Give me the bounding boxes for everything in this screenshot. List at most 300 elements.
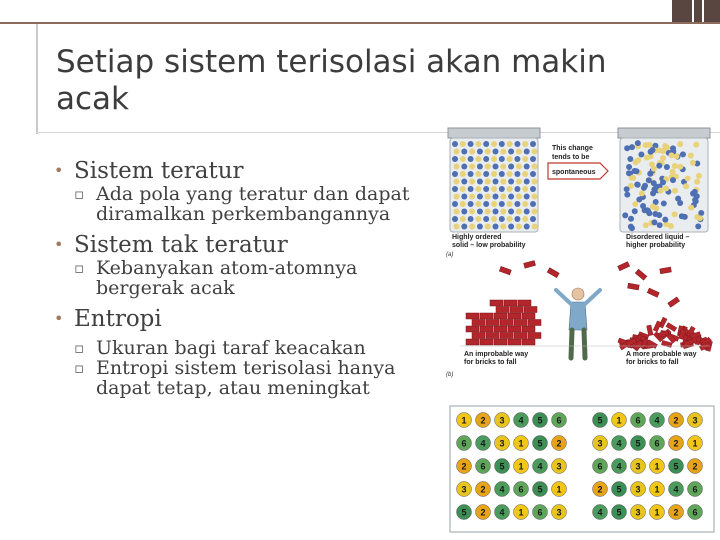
die-number: 2	[673, 438, 679, 449]
particle	[485, 224, 491, 230]
particle	[696, 173, 702, 179]
particle	[493, 179, 499, 185]
particle	[532, 224, 538, 230]
particle	[626, 164, 632, 170]
particle	[695, 223, 701, 229]
die-number: 3	[499, 415, 505, 426]
die-number: 1	[518, 461, 524, 472]
particle	[493, 149, 499, 155]
particle	[530, 186, 536, 192]
particle	[493, 224, 499, 230]
particle	[460, 141, 466, 147]
particle	[656, 163, 662, 169]
die-number: 3	[461, 484, 467, 495]
particle	[500, 194, 506, 200]
brick	[500, 320, 513, 326]
brick	[528, 320, 541, 326]
particle	[460, 216, 466, 222]
particle	[461, 149, 467, 155]
particle	[507, 141, 513, 147]
die-number: 3	[692, 415, 698, 426]
particle	[491, 201, 497, 207]
particle	[491, 216, 497, 222]
particle	[672, 188, 678, 194]
die-number: 2	[692, 461, 698, 472]
bullet-item	[52, 232, 432, 258]
particle	[491, 141, 497, 147]
falling-brick	[618, 262, 630, 271]
particle	[642, 207, 648, 213]
die-number: 6	[556, 415, 562, 426]
particle	[483, 201, 489, 207]
particle	[670, 145, 676, 151]
brick	[466, 313, 479, 319]
particle	[514, 156, 520, 162]
brick	[494, 326, 507, 332]
pile-brick	[647, 325, 653, 336]
particle	[500, 149, 506, 155]
brick	[490, 300, 503, 306]
particle	[683, 183, 689, 189]
bullet-list	[52, 158, 432, 398]
particle	[658, 188, 664, 194]
brick	[472, 333, 485, 339]
top-bar	[0, 0, 720, 24]
entropy-illustration	[440, 122, 716, 536]
die-number: 1	[461, 415, 467, 426]
particle	[657, 222, 663, 228]
die-number: 3	[499, 438, 505, 449]
particle	[516, 164, 522, 170]
particle	[530, 216, 536, 222]
particle	[454, 149, 460, 155]
particle	[679, 213, 685, 219]
particle	[507, 171, 513, 177]
die-number: 5	[635, 438, 641, 449]
particle	[632, 201, 638, 207]
particle	[499, 186, 505, 192]
particle	[508, 209, 514, 215]
particle	[639, 190, 645, 196]
disordered-jar	[618, 128, 710, 232]
ordered-caption-1: Highly ordered	[452, 234, 502, 241]
particle	[624, 145, 630, 151]
particle	[452, 186, 458, 192]
pile-brick	[661, 340, 672, 347]
particle	[698, 210, 704, 216]
particle	[469, 149, 475, 155]
falling-brick	[628, 283, 640, 290]
die-number: 4	[537, 461, 543, 472]
particle	[643, 222, 649, 228]
particle	[469, 179, 475, 185]
particle	[524, 209, 530, 215]
title-left-rule	[36, 24, 38, 134]
particle	[475, 156, 481, 162]
particle	[500, 209, 506, 215]
particle	[624, 192, 630, 198]
particle	[469, 224, 475, 230]
particle	[670, 177, 676, 183]
particle	[514, 201, 520, 207]
falling-brick	[660, 267, 672, 274]
bricks-panel	[446, 261, 713, 378]
brick	[514, 333, 527, 339]
die-number: 1	[556, 484, 562, 495]
particle	[491, 171, 497, 177]
particle	[516, 149, 522, 155]
particle	[485, 179, 491, 185]
sub-bullet-item	[52, 184, 432, 224]
particle	[694, 193, 700, 199]
particle	[468, 171, 474, 177]
particle	[477, 164, 483, 170]
brick	[500, 333, 513, 339]
particle	[483, 171, 489, 177]
brick	[522, 339, 535, 345]
particle	[461, 164, 467, 170]
particle	[514, 171, 520, 177]
particle	[633, 168, 639, 174]
particle	[477, 179, 483, 185]
particle	[693, 142, 699, 148]
bullet-dot: •	[54, 235, 64, 254]
die-number: 5	[537, 484, 543, 495]
particle	[514, 186, 520, 192]
particle	[454, 179, 460, 185]
particle	[483, 216, 489, 222]
die-number: 6	[692, 507, 698, 518]
brick	[486, 320, 499, 326]
particle	[485, 209, 491, 215]
particle	[522, 201, 528, 207]
particle	[477, 194, 483, 200]
die-number: 3	[556, 461, 562, 472]
particle	[638, 152, 644, 158]
die-number: 3	[635, 484, 641, 495]
brick	[486, 333, 499, 339]
particle	[468, 156, 474, 162]
particle	[524, 149, 530, 155]
particle	[500, 179, 506, 185]
particle	[483, 186, 489, 192]
particle	[635, 140, 641, 146]
die-number: 2	[556, 438, 562, 449]
particle	[651, 166, 657, 172]
particle	[690, 160, 696, 166]
particle	[532, 164, 538, 170]
particle	[522, 216, 528, 222]
particle	[694, 179, 700, 185]
particle	[477, 224, 483, 230]
particle	[677, 164, 683, 170]
die-number: 1	[654, 461, 660, 472]
particle	[524, 194, 530, 200]
die-number: 6	[654, 438, 660, 449]
sub-bullet-square: ▫	[74, 359, 85, 377]
particle	[628, 224, 634, 230]
panel-b-label: (b)	[446, 372, 454, 378]
particle	[530, 201, 536, 207]
particle	[672, 163, 678, 169]
particle	[508, 164, 514, 170]
falling-brick	[499, 266, 511, 274]
falling-brick	[547, 268, 559, 278]
brick	[504, 300, 517, 306]
particle	[508, 194, 514, 200]
particle	[532, 149, 538, 155]
particle	[524, 224, 530, 230]
particle	[514, 141, 520, 147]
particle	[532, 179, 538, 185]
die-number: 3	[635, 461, 641, 472]
brick	[510, 307, 523, 313]
particle	[454, 224, 460, 230]
sub-bullet-item	[52, 338, 432, 358]
sub-bullet-text: Ukuran bagi taraf keacakan	[96, 337, 366, 359]
particle	[468, 201, 474, 207]
top-bar-rule	[0, 22, 720, 24]
die-number: 2	[480, 507, 486, 518]
particle	[475, 216, 481, 222]
die-number: 5	[537, 415, 543, 426]
die-number: 5	[673, 461, 679, 472]
particle	[688, 153, 694, 159]
particle	[624, 186, 630, 192]
particle	[664, 164, 670, 170]
particle	[672, 211, 678, 217]
particle	[460, 201, 466, 207]
sub-bullet-text: Ada pola yang teratur dan dapat diramalkan perkembangannya	[96, 183, 410, 225]
particle	[635, 157, 641, 163]
particle	[460, 156, 466, 162]
particle	[507, 156, 513, 162]
particle	[499, 141, 505, 147]
particle	[660, 148, 666, 154]
die-number: 6	[635, 415, 641, 426]
particle	[454, 209, 460, 215]
die-number: 2	[673, 507, 679, 518]
particle	[485, 164, 491, 170]
particle	[522, 171, 528, 177]
particle	[668, 152, 674, 158]
particle	[651, 219, 657, 225]
falling-brick	[635, 269, 647, 280]
particle	[454, 164, 460, 170]
die-number: 5	[616, 507, 622, 518]
disordered-caption-2: higher probability	[626, 242, 686, 249]
particle	[532, 209, 538, 215]
particle	[514, 216, 520, 222]
particle	[461, 194, 467, 200]
particle	[500, 224, 506, 230]
change-text-1: This change	[552, 145, 593, 152]
particle	[642, 183, 648, 189]
die-number: 1	[654, 507, 660, 518]
particle	[622, 212, 628, 218]
particle	[475, 171, 481, 177]
brick	[480, 339, 493, 345]
slide-title: Setiap sistem terisolasi akan makin acak	[56, 44, 607, 117]
particle	[647, 142, 653, 148]
die-number: 6	[480, 461, 486, 472]
bricks-right-caption-2: for bricks to fall	[626, 359, 679, 366]
particle	[460, 186, 466, 192]
particle	[516, 179, 522, 185]
brick	[496, 307, 509, 313]
die-number: 3	[597, 438, 603, 449]
particle	[516, 194, 522, 200]
particle	[485, 194, 491, 200]
particle	[516, 209, 522, 215]
die-number: 5	[499, 461, 505, 472]
panel-a-label: (a)	[446, 252, 454, 258]
die-number: 5	[597, 415, 603, 426]
die-number: 2	[461, 461, 467, 472]
die-number: 2	[673, 415, 679, 426]
sub-bullet-text: Entropi sistem terisolasi hanya dapat tetap, atau meningkat	[96, 357, 396, 399]
particle	[477, 149, 483, 155]
bullet-item	[52, 158, 432, 184]
entropy-figure	[440, 122, 716, 536]
particle	[475, 186, 481, 192]
die-number: 5	[537, 438, 543, 449]
brick	[518, 300, 531, 306]
bullet-dot: •	[54, 309, 64, 328]
particle	[522, 141, 528, 147]
change-text-2: tends to be	[552, 154, 590, 161]
brick	[494, 339, 507, 345]
sub-bullet-square: ▫	[74, 339, 85, 357]
sub-bullet-item	[52, 258, 432, 298]
sub-bullet-square: ▫	[74, 185, 85, 203]
ordered-jar	[448, 128, 540, 232]
bullet-item	[52, 306, 432, 332]
sub-bullet-text: Kebanyakan atom-atomnya bergerak acak	[96, 257, 358, 299]
particle	[524, 179, 530, 185]
particle	[454, 194, 460, 200]
bricks-left-caption-2: for bricks to fall	[464, 359, 517, 366]
particle	[685, 175, 691, 181]
particle	[499, 201, 505, 207]
particle	[483, 141, 489, 147]
falling-brick	[524, 261, 536, 269]
particle	[491, 186, 497, 192]
die-number: 4	[616, 461, 622, 472]
sub-bullet-item	[52, 358, 432, 398]
particle	[469, 164, 475, 170]
particle	[532, 194, 538, 200]
top-bar-corner-block	[672, 0, 720, 22]
bullet-text: Sistem teratur	[74, 158, 244, 184]
die-number: 1	[654, 484, 660, 495]
particle	[499, 216, 505, 222]
bullet-text: Sistem tak teratur	[74, 232, 288, 258]
falling-brick	[647, 288, 659, 297]
particle	[508, 224, 514, 230]
particle	[530, 171, 536, 177]
die-number: 6	[518, 484, 524, 495]
particle	[677, 200, 683, 206]
particle	[461, 209, 467, 215]
particle	[627, 156, 633, 162]
die-number: 6	[597, 461, 603, 472]
bricks-left-caption-1: An improbable way	[464, 351, 529, 358]
particle	[626, 170, 632, 176]
die-number: 4	[518, 415, 524, 426]
particle	[475, 201, 481, 207]
brick	[472, 320, 485, 326]
die-number: 6	[461, 438, 467, 449]
brick	[466, 326, 479, 332]
jars-panel	[446, 128, 710, 258]
particle	[485, 149, 491, 155]
particle	[662, 217, 668, 223]
brick	[522, 326, 535, 332]
particle	[632, 208, 638, 214]
brick	[480, 313, 493, 319]
particle	[648, 149, 654, 155]
particle	[499, 156, 505, 162]
die-number: 4	[499, 507, 505, 518]
brick	[508, 339, 521, 345]
particle	[634, 182, 640, 188]
particle	[508, 149, 514, 155]
particle	[461, 179, 467, 185]
particle	[663, 185, 669, 191]
brick	[480, 326, 493, 332]
particle	[688, 205, 694, 211]
particle	[661, 200, 667, 206]
particle	[522, 186, 528, 192]
particle	[670, 169, 676, 175]
particle	[493, 209, 499, 215]
bullet-dot: •	[54, 161, 64, 180]
particle	[491, 156, 497, 162]
brick	[522, 313, 535, 319]
particle	[452, 201, 458, 207]
particle	[461, 224, 467, 230]
brick-wall	[466, 300, 541, 345]
change-text-3: spontaneous	[552, 169, 596, 176]
brick	[508, 313, 521, 319]
particle	[460, 171, 466, 177]
particle	[630, 175, 636, 181]
particle	[475, 141, 481, 147]
particle	[697, 215, 703, 221]
particle	[628, 216, 634, 222]
particle	[493, 194, 499, 200]
particle	[650, 204, 656, 210]
particle	[493, 164, 499, 170]
die-number: 1	[692, 438, 698, 449]
die-number: 2	[480, 484, 486, 495]
die-number: 2	[597, 484, 603, 495]
particle	[500, 164, 506, 170]
die-number: 4	[480, 438, 486, 449]
particle	[660, 179, 666, 185]
particle	[452, 216, 458, 222]
particle	[680, 151, 686, 157]
disordered-caption-1: Disordered liquid –	[626, 234, 690, 241]
particle	[524, 164, 530, 170]
brick	[466, 339, 479, 345]
brick	[514, 320, 527, 326]
brick	[524, 307, 537, 313]
sub-bullet-square: ▫	[74, 259, 85, 277]
person-figure	[556, 288, 600, 358]
particle	[477, 209, 483, 215]
